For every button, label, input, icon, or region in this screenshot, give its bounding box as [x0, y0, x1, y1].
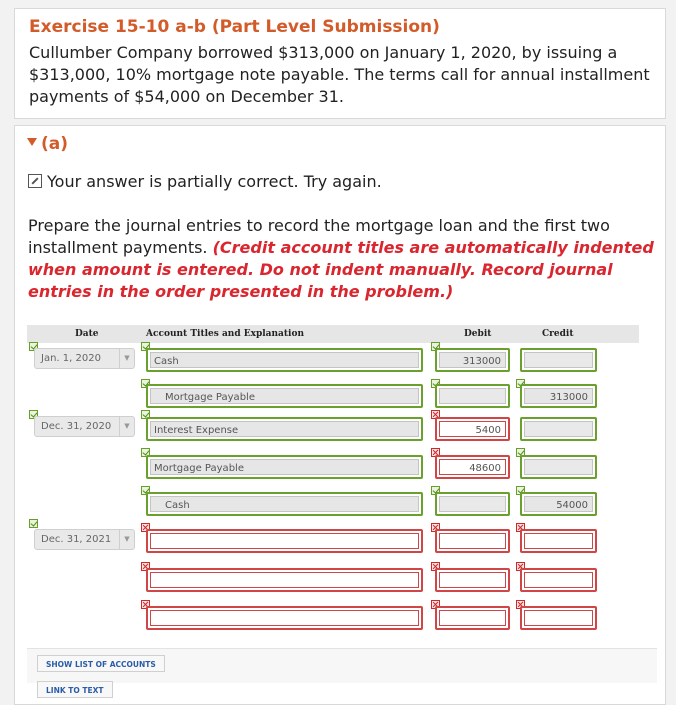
- account-field[interactable]: [146, 606, 423, 630]
- status-text: Your answer is partially correct. Try again.: [47, 172, 382, 191]
- journal-row: [15, 562, 665, 596]
- exercise-header-panel: [14, 8, 666, 119]
- chevron-down-icon: ▼: [119, 349, 134, 368]
- chevron-down-icon: ▼: [119, 417, 134, 436]
- debit-field[interactable]: 5400: [435, 417, 510, 441]
- header-debit: Debit: [464, 329, 492, 339]
- show-list-of-accounts-button[interactable]: SHOW LIST OF ACCOUNTS: [37, 655, 165, 672]
- journal-table-header: [27, 325, 639, 343]
- part-label: (a): [41, 134, 69, 154]
- debit-field[interactable]: 313000: [435, 348, 510, 372]
- debit-field[interactable]: [435, 384, 510, 408]
- account-field[interactable]: Cash: [146, 492, 423, 516]
- date-select[interactable]: Jan. 1, 2020 ▼: [34, 348, 135, 369]
- journal-row: [15, 448, 665, 482]
- credit-field[interactable]: 313000: [520, 384, 597, 408]
- account-field[interactable]: Mortgage Payable: [146, 384, 423, 408]
- journal-row: [15, 600, 665, 634]
- account-field[interactable]: Mortgage Payable: [146, 455, 423, 479]
- instructions-text: Prepare the journal entries to record the mortgage loan and the first two installment payments.: [28, 216, 610, 257]
- credit-field[interactable]: [520, 529, 597, 553]
- journal-row: [15, 342, 665, 376]
- exercise-title: Exercise 15-10 a-b (Part Level Submission): [29, 17, 440, 37]
- journal-row: [15, 410, 665, 444]
- journal-row: [15, 519, 665, 553]
- journal-row: [15, 379, 665, 413]
- answer-status: [28, 172, 382, 191]
- debit-field[interactable]: [435, 606, 510, 630]
- header-account: Account Titles and Explanation: [146, 329, 305, 339]
- exercise-description: Cullumber Company borrowed $313,000 on January 1, 2020, by issuing a $313,000, 10% mortgage note payable. The terms call for annual installment payments of $54,000 on December 31.: [29, 43, 650, 106]
- link-to-text-button[interactable]: LINK TO TEXT: [37, 681, 113, 698]
- credit-field[interactable]: [520, 568, 597, 592]
- debit-field[interactable]: [435, 492, 510, 516]
- partial-correct-icon: [28, 174, 42, 188]
- credit-field[interactable]: [520, 417, 597, 441]
- part-a-panel: [14, 125, 666, 705]
- header-date: Date: [75, 329, 99, 339]
- date-select[interactable]: Dec. 31, 2021 ▼: [34, 529, 135, 550]
- credit-field[interactable]: [520, 606, 597, 630]
- journal-row: [15, 486, 665, 520]
- credit-field[interactable]: [520, 348, 597, 372]
- expand-triangle-icon: [27, 138, 37, 146]
- account-field[interactable]: [146, 529, 423, 553]
- header-credit: Credit: [542, 329, 574, 339]
- credit-field[interactable]: [520, 455, 597, 479]
- debit-field[interactable]: 48600: [435, 455, 510, 479]
- correct-check-icon: [29, 519, 38, 528]
- date-select[interactable]: Dec. 31, 2020 ▼: [34, 416, 135, 437]
- account-field[interactable]: Cash: [146, 348, 423, 372]
- credit-field[interactable]: 54000: [520, 492, 597, 516]
- account-field[interactable]: [146, 568, 423, 592]
- account-field[interactable]: Interest Expense: [146, 417, 423, 441]
- part-a-toggle[interactable]: [27, 134, 68, 154]
- debit-field[interactable]: [435, 529, 510, 553]
- instructions: [28, 215, 660, 303]
- chevron-down-icon: ▼: [119, 530, 134, 549]
- debit-field[interactable]: [435, 568, 510, 592]
- instructions-emphasis: (Credit account titles are automatically indented when amount is entered. Do not indent manually. Record journal entries in the order presented in the problem.): [28, 238, 654, 301]
